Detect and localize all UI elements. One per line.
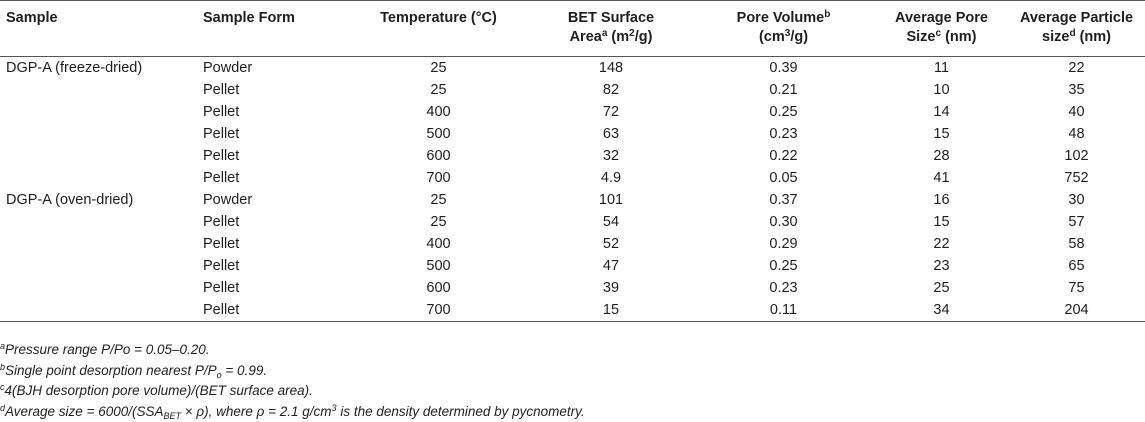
cell-bet-surface-area: 52 (602, 236, 620, 252)
table-row (0, 189, 1145, 211)
cell-pore-volume: 0.39 (769, 60, 798, 76)
cell-bet-surface-area: 101 (598, 192, 624, 208)
cell-pore-size: 28 (933, 148, 950, 164)
cell-pore-volume: 0.22 (769, 148, 798, 164)
cell-sample (0, 145, 197, 167)
cell-particle-size: 48 (1068, 126, 1085, 142)
footnote-c (0, 381, 1145, 402)
cell-sample: DGP-A (freeze-dried) (6, 60, 143, 76)
cell-temperature: 400 (426, 236, 451, 252)
cell-temperature: 500 (426, 126, 451, 142)
cell-pore-size: 15 (933, 126, 950, 142)
cell-bet-surface-area: 82 (602, 82, 620, 98)
cell-pore-size: 23 (933, 258, 950, 274)
cell-sample-form: Pellet (203, 214, 240, 230)
footnote-d-subscript: BET (163, 410, 182, 421)
cell-sample (0, 255, 197, 277)
cell-pore-volume: 0.25 (769, 258, 798, 274)
cell-particle-size: 102 (1064, 148, 1089, 164)
cell-particle-size: 35 (1068, 82, 1085, 98)
cell-sample-form: Pellet (203, 170, 240, 186)
cell-sample (0, 211, 197, 233)
footnote-b (0, 361, 1145, 382)
cell-temperature: 700 (426, 302, 451, 318)
cell-sample (0, 233, 197, 255)
cell-temperature: 700 (426, 170, 451, 186)
footnote-d-mark: d (0, 402, 6, 413)
particle-header-line1: Average Particle (1019, 10, 1134, 26)
cell-sample-form: Pellet (203, 258, 240, 274)
bet-header-unit-post: /g) (634, 29, 653, 45)
cell-particle-size: 204 (1064, 302, 1089, 318)
cell-bet-surface-area: 39 (602, 280, 620, 296)
cell-sample (0, 277, 197, 299)
cell-sample (0, 167, 197, 189)
cell-sample (0, 101, 197, 123)
footnote-mark-a: a (601, 28, 608, 39)
footnote-c-mark: c (0, 382, 5, 392)
cell-sample: DGP-A (oven-dried) (6, 192, 134, 208)
cell-pore-volume: 0.21 (769, 82, 798, 98)
cell-pore-size: 41 (933, 170, 950, 186)
cell-bet-surface-area: 54 (602, 214, 620, 230)
table-row (0, 101, 1145, 123)
col-header-average-particle-size (1008, 1, 1145, 57)
pore-volume-unit-exp: 3 (784, 28, 791, 39)
table-header (0, 1, 1145, 57)
footnote-a (0, 340, 1145, 361)
cell-sample-form: Pellet (203, 148, 240, 164)
footnote-c-text: 4(BJH desorption pore volume)/(BET surface area). (4, 383, 313, 398)
header-row (0, 1, 1145, 57)
cell-sample-form: Pellet (203, 82, 240, 98)
cell-particle-size: 22 (1068, 60, 1085, 76)
cell-particle-size: 75 (1068, 280, 1085, 296)
cell-pore-size: 14 (933, 104, 950, 120)
cell-sample-form: Powder (203, 192, 253, 208)
cell-particle-size: 57 (1068, 214, 1085, 230)
cell-sample-form: Pellet (203, 302, 240, 318)
cell-temperature: 25 (430, 60, 447, 76)
table-row (0, 233, 1145, 255)
cell-sample-form: Pellet (203, 126, 240, 142)
cell-particle-size: 40 (1068, 104, 1085, 120)
footnote-d (0, 402, 1145, 422)
bet-header-area: Area (569, 29, 602, 45)
footnote-b-mark: b (0, 361, 6, 372)
cell-pore-size: 10 (933, 82, 950, 98)
cell-bet-surface-area: 47 (602, 258, 620, 274)
cell-bet-surface-area: 4.9 (600, 170, 622, 186)
bet-header-line1: BET Surface (567, 10, 655, 26)
cell-pore-volume: 0.37 (769, 192, 798, 208)
bet-header-unit-exp: 2 (629, 28, 635, 39)
particle-header-unit: (nm) (1075, 29, 1111, 45)
table-row (0, 211, 1145, 233)
cell-sample (0, 79, 197, 101)
col-header-bet-surface-area (530, 1, 692, 57)
table-row (0, 167, 1145, 189)
cell-pore-size: 15 (933, 214, 950, 230)
cell-particle-size: 752 (1064, 170, 1089, 186)
cell-pore-volume: 0.29 (769, 236, 798, 252)
table-row (0, 123, 1145, 145)
footnote-b-subscript: o (216, 369, 222, 380)
cell-pore-volume: 0.11 (769, 302, 798, 318)
pore-volume-header-label: Pore Volume (736, 10, 825, 26)
col-header-pore-volume (692, 1, 875, 57)
footnote-mark-d: d (1069, 28, 1076, 39)
col-header-sample-form: Sample Form (203, 10, 295, 26)
cell-temperature: 400 (426, 104, 451, 120)
col-header-temperature: Temperature (°C) (380, 10, 497, 26)
footnote-d-text: Average size = 6000/(SSA (5, 403, 164, 419)
cell-temperature: 600 (426, 148, 451, 164)
footnote-d-text-end: is the density determined by pycnometry. (336, 403, 585, 419)
cell-pore-size: 16 (933, 192, 950, 208)
cell-pore-volume: 0.30 (769, 214, 798, 230)
cell-sample-form: Pellet (203, 236, 240, 252)
particle-header-size: size (1042, 29, 1070, 45)
cell-sample (0, 299, 197, 322)
cell-pore-size: 11 (933, 60, 950, 76)
pore-size-header-line1: Average Pore (895, 10, 988, 26)
col-header-sample: Sample (6, 10, 58, 26)
cell-temperature: 25 (430, 82, 447, 98)
cell-pore-size: 25 (933, 280, 950, 296)
cell-particle-size: 65 (1068, 258, 1085, 274)
table-row (0, 57, 1145, 80)
cell-pore-size: 22 (933, 236, 950, 252)
table-row (0, 79, 1145, 101)
cell-temperature: 25 (430, 192, 447, 208)
cell-sample-form: Powder (203, 60, 253, 76)
pore-size-header-unit: (nm) (941, 29, 977, 45)
pore-volume-unit-post: /g) (790, 29, 809, 45)
footnote-b-text: Single point desorption nearest P/P (5, 362, 217, 378)
cell-pore-volume: 0.23 (769, 126, 798, 142)
cell-pore-volume: 0.23 (769, 280, 798, 296)
table-row (0, 255, 1145, 277)
cell-particle-size: 58 (1068, 236, 1085, 252)
footnote-a-mark: a (0, 341, 6, 351)
cell-bet-surface-area: 72 (602, 104, 620, 120)
footnote-d-superscript: 3 (331, 402, 337, 413)
cell-sample-form: Pellet (203, 104, 240, 120)
bet-header-unit-pre: (m (607, 29, 630, 45)
footnote-mark-c: c (935, 28, 942, 39)
cell-pore-volume: 0.05 (769, 170, 798, 186)
cell-sample-form: Pellet (203, 280, 240, 296)
cell-temperature: 25 (430, 214, 447, 230)
footnote-d-text-mid: × ρ), where ρ = 2.1 g/cm (181, 403, 332, 419)
col-header-average-pore-size (875, 1, 1008, 57)
cell-temperature: 600 (426, 280, 451, 296)
cell-bet-surface-area: 148 (598, 60, 624, 76)
footnote-b-text-end: = 0.99. (221, 362, 268, 378)
cell-pore-size: 34 (933, 302, 950, 318)
table-footnotes (0, 340, 1145, 422)
table-row (0, 277, 1145, 299)
footnote-a-text: Pressure range P/Po = 0.05–0.20. (5, 342, 210, 357)
cell-bet-surface-area: 15 (602, 302, 620, 318)
table-body (0, 57, 1145, 322)
cell-pore-volume: 0.25 (769, 104, 798, 120)
cell-temperature: 500 (426, 258, 451, 274)
footnote-mark-b: b (824, 9, 831, 20)
cell-particle-size: 30 (1068, 192, 1085, 208)
pore-volume-unit-pre: (cm (758, 29, 785, 45)
pore-size-header-size: Size (906, 29, 936, 45)
cell-bet-surface-area: 63 (602, 126, 620, 142)
table-row (0, 145, 1145, 167)
cell-sample (0, 123, 197, 145)
cell-bet-surface-area: 32 (602, 148, 620, 164)
table-row (0, 299, 1145, 322)
